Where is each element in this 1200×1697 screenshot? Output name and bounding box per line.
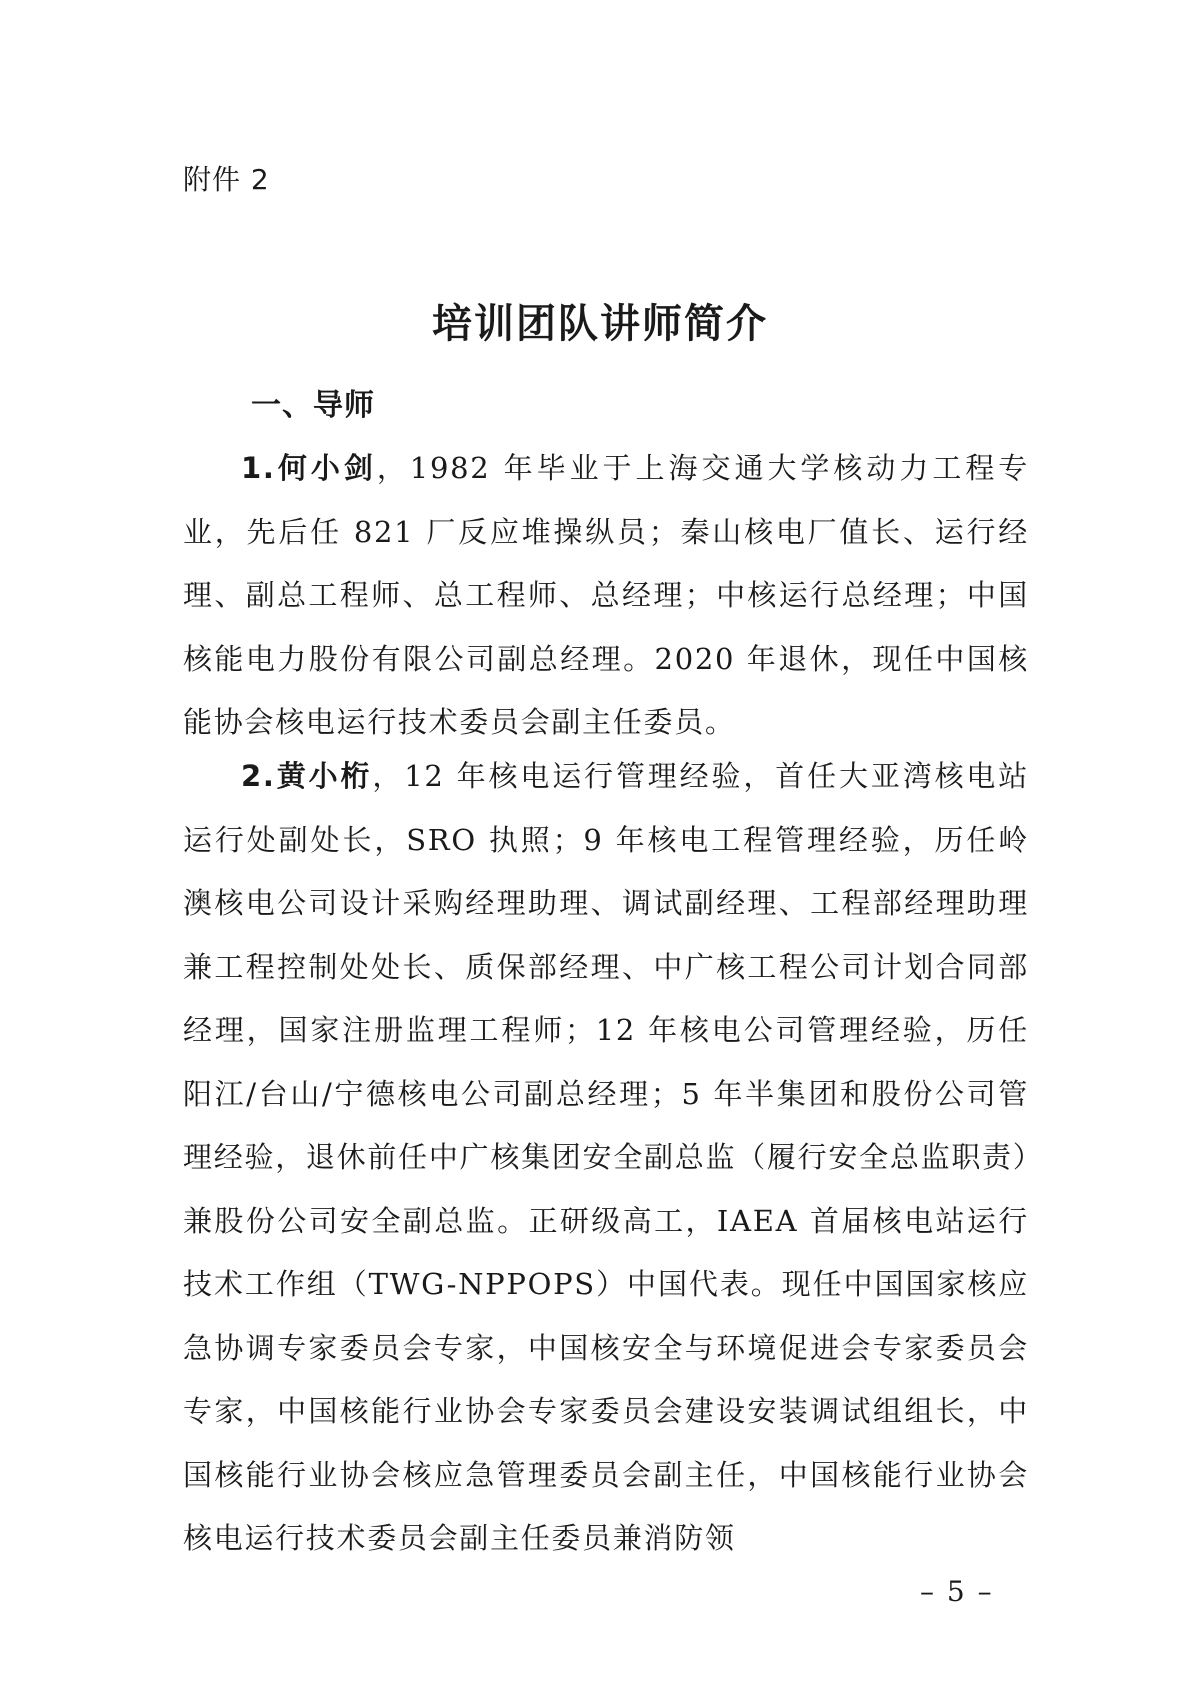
mentor-name-1: 1.何小剑: [241, 451, 377, 485]
mentor-bio-1: ，1982 年毕业于上海交通大学核动力工程专业，先后任 821 厂反应堆操纵员；秦山核电厂值长、运行经理、副总工程师、总工程师、总经理；中核运行总经理；中国核能电力股份有限公司副总经理。2020 年退休，现任中国核能协会核电运行技术委员会副主任委员。: [183, 451, 1030, 739]
document-title: 培训团队讲师简介: [432, 301, 768, 347]
section-heading: 一、导师: [251, 388, 375, 423]
mentor-name-2: 2.黄小桁: [241, 759, 373, 793]
mentor-paragraph-2: [183, 745, 1029, 1571]
page-number: – 5 –: [920, 1575, 994, 1608]
mentor-bio-2: ，12 年核电运行管理经验，首任大亚湾核电站运行处副处长，SRO 执照；9 年核电工程管理经验，历任岭澳核电公司设计采购经理助理、调试副经理、工程部经理助理兼工程控制处处长、质保部经理、中广核工程公司计划合同部经理，国家注册监理工程师；12 年核电公司管理经验，历任阳江/台山/宁德核电公司副总经理；5 年半集团和股份公司管理经验，退休前任中广核集团安全副总监（履行安全总监职责）兼股份公司安全副总监。正研级高工，IAEA 首届核电站运行技术工作组（TWG-NPPOPS）中国代表。现任中国国家核应急协调专家委员会专家，中国核安全与环境促进会专家委员会专家，中国核能行业协会专家委员会建设安装调试组组长，中国核能行业协会核应急管理委员会副主任，中国核能行业协会核电运行技术委员会副主任委员兼消防领: [183, 759, 1029, 1555]
mentor-paragraph-1: [183, 437, 1029, 755]
attachment-label: 附件 2: [183, 163, 270, 196]
